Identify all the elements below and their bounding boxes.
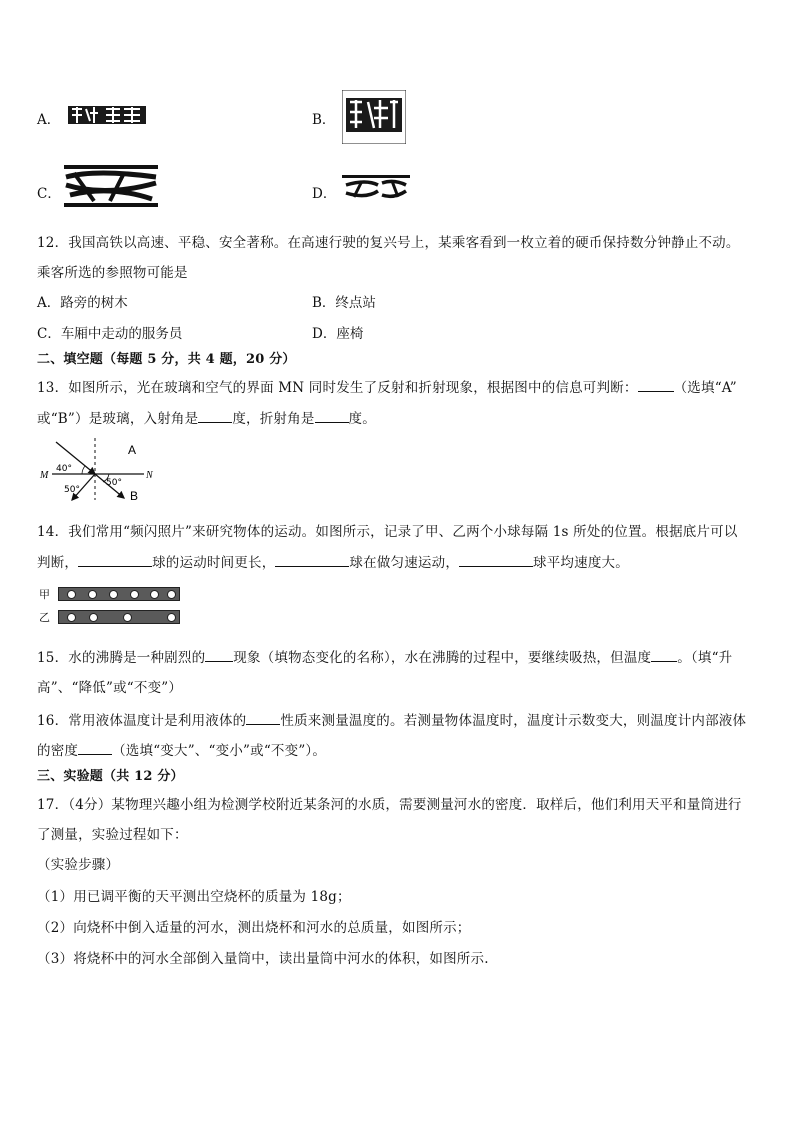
q16-line1	[37, 709, 746, 729]
q14-blank-3	[459, 554, 533, 567]
q16-blank-1	[246, 712, 280, 725]
ball-jia-1	[67, 590, 76, 599]
q14-line2-text-b: 球的运动时间更长，	[152, 555, 276, 571]
ball-jia-2	[88, 590, 97, 599]
q14-strip-jia	[58, 587, 180, 601]
q15-line2: 高”、“降低”或“不变”）	[37, 680, 183, 696]
q16-line1-text-a: 16．常用液体温度计是利用液体的	[37, 713, 247, 729]
ball-yi-2	[89, 613, 98, 622]
q15-line1	[37, 646, 732, 666]
q12-stem-line1: 12．我国高铁以高速、平稳、安全著称。在高速行驶的复兴号上，某乘客看到一枚立着的硬币保持数分钟静止不动。	[37, 235, 740, 251]
q11-option-c-image	[64, 163, 158, 209]
q13-label-b: B	[130, 489, 139, 502]
q13-blank-2	[198, 410, 232, 423]
q14-line2-text-c: 球在做匀速运动，	[349, 555, 460, 571]
q16-line1-text-b: 性质来测量温度的。若测量物体温度时，温度计示数变大，则温度计内部液体	[280, 713, 747, 729]
q13-line2	[37, 407, 376, 427]
q11-option-b-image	[342, 90, 406, 144]
q13-blank-1	[638, 379, 674, 392]
q13-label-a: A	[128, 443, 137, 457]
q15-line1-text-b: 现象（填物态变化的名称），水在沸腾的过程中，要继续吸热，但温度	[233, 650, 652, 666]
ball-yi-4	[167, 613, 176, 622]
q11-option-c-letter: C．	[37, 186, 61, 202]
section-3-title: 三、实验题（共 12 分）	[37, 769, 184, 784]
q17-step-1: （1）用已调平衡的天平测出空烧杯的质量为 18g；	[37, 889, 351, 905]
q11-option-a-image	[66, 101, 148, 129]
ball-yi-3	[123, 613, 132, 622]
ball-jia-4	[130, 590, 139, 599]
ball-jia-5	[150, 590, 159, 599]
q14-line2	[37, 551, 629, 571]
q17-step-2: （2）向烧杯中倒入适量的河水，测出烧杯和河水的总质量，如图所示；	[37, 920, 471, 936]
q14-line1: 14．我们常用“频闪照片”来研究物体的运动。如图所示，记录了甲、乙两个小球每隔 1s 所处的位置。根据底片可以	[37, 524, 738, 540]
q13-angle-40: 40°	[56, 464, 72, 474]
q14-strip-yi	[58, 610, 180, 624]
q11-option-d-image	[342, 173, 410, 201]
ball-jia-6	[167, 590, 176, 599]
q17-step-3: （3）将烧杯中的河水全部倒入量筒中，读出量筒中河水的体积，如图所示.	[37, 951, 489, 967]
q14-label-jia: 甲	[39, 588, 50, 601]
q13-blank-3	[315, 410, 349, 423]
section-2-title: 二、填空题（每题 5 分，共 4 题，20 分）	[37, 352, 296, 367]
q11-option-d-letter: D．	[312, 186, 337, 202]
q12-option-b: B．终点站	[312, 295, 376, 311]
q12-option-c: C．车厢中走动的服务员	[37, 326, 183, 342]
q16-line2-text-a: 的密度	[37, 743, 79, 759]
q13-angle-50-left: 50°	[64, 485, 80, 495]
q12-option-d: D．座椅	[312, 326, 364, 342]
q13-line2-text-a: 或“B”）是玻璃，入射角是	[37, 411, 199, 427]
q16-blank-2	[78, 742, 112, 755]
q12-stem-line2: 乘客所选的参照物可能是	[37, 265, 188, 281]
q11-option-b-letter: B．	[312, 112, 336, 128]
ball-yi-1	[67, 613, 76, 622]
q17-line2: 了测量，实验过程如下：	[37, 827, 188, 843]
q13-line1-text: 13．如图所示，光在玻璃和空气的界面 MN 同时发生了反射和折射现象，根据图中的信息可判断：	[37, 380, 638, 396]
q14-blank-1	[78, 554, 152, 567]
q11-option-a-letter: A．	[37, 112, 61, 128]
q14-blank-2	[275, 554, 349, 567]
q14-line2-text-d: 球平均速度大。	[533, 555, 629, 571]
q13-line1	[37, 376, 737, 396]
q13-label-m: M	[40, 470, 49, 481]
q15-line1-text-c: 。（填“升	[677, 650, 733, 666]
q13-angle-50-right: 50°	[106, 478, 122, 488]
q15-blank-2	[651, 649, 677, 662]
q16-line2	[37, 739, 326, 759]
q13-line2-text-b: 度，折射角是	[232, 411, 315, 427]
q17-steps-title: （实验步骤）	[37, 857, 120, 873]
q15-line1-text-a: 15．水的沸腾是一种剧烈的	[37, 650, 206, 666]
q12-option-a: A．路旁的树木	[37, 295, 128, 311]
q13-refraction-diagram	[36, 436, 166, 502]
q13-line2-text-c: 度。	[348, 411, 376, 427]
q13-label-n: N	[146, 470, 153, 481]
ball-jia-3	[109, 590, 118, 599]
q17-line1: 17．（4分）某物理兴趣小组为检测学校附近某条河的水质，需要测量河水的密度．取样后，他们利用天平和量筒进行	[37, 797, 742, 813]
q13-line1-tail: （选填“A”	[673, 380, 737, 396]
q16-line2-text-b: （选填“变大”、“变小”或“不变”）。	[112, 743, 327, 759]
q15-blank-1	[205, 649, 233, 662]
q14-line2-text-a: 判断，	[37, 555, 79, 571]
q14-label-yi: 乙	[39, 611, 50, 624]
